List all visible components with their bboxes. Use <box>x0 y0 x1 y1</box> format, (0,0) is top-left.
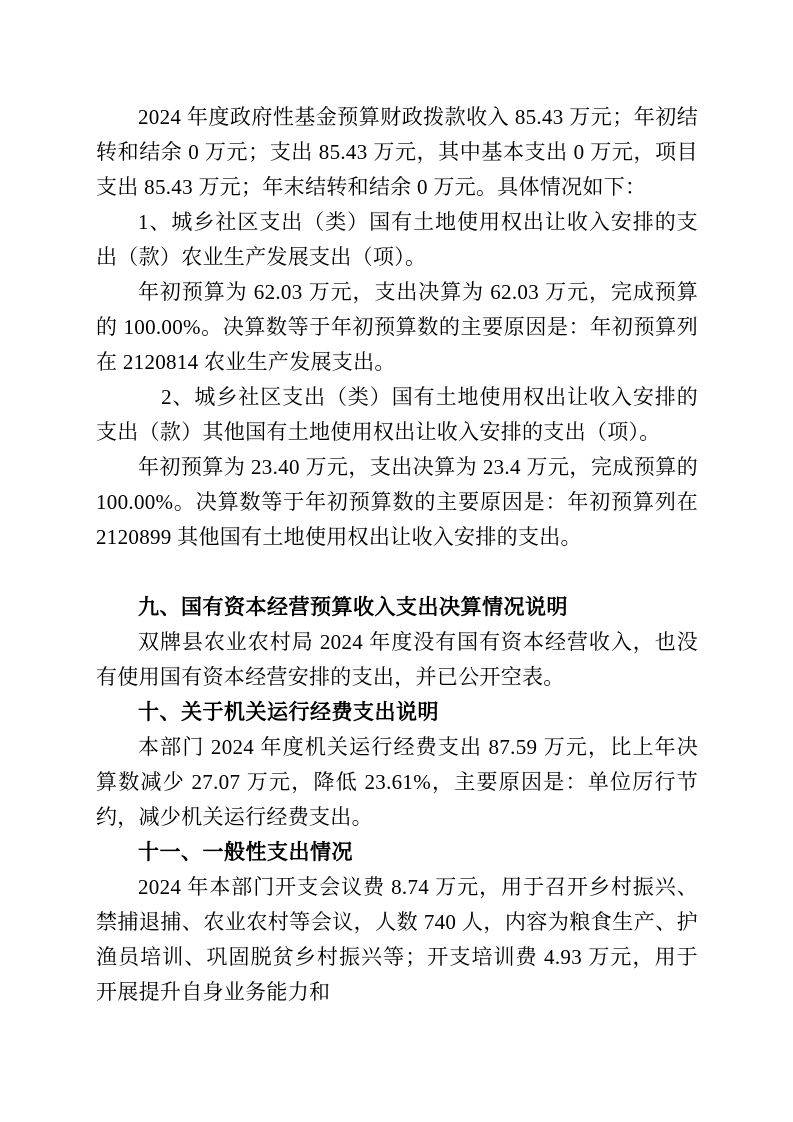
heading-section-nine-soe-capital-budget: 九、国有资本经营预算收入支出决算情况说明 <box>138 596 568 619</box>
paragraph-item-1-category: 1、城乡社区支出（类）国有土地使用权出让收入安排的支出（款）农业生产发展支出（项）。 <box>96 210 698 269</box>
heading-section-ten-agency-operating-expense: 十、关于机关运行经费支出说明 <box>138 701 439 724</box>
document-text-block <box>96 100 698 1010</box>
paragraph-item-1-budget-detail: 年初预算为 62.03 万元，支出决算为 62.03 万元，完成预算的 100.00%。决算数等于年初预算数的主要原因是：年初预算列在 2120814 农业生产发展支出。 <box>96 280 698 374</box>
blank-line-spacer <box>96 555 698 590</box>
paragraph-item-2-budget-detail: 年初预算为 23.40 万元，支出决算为 23.4 万元，完成预算的 100.00%。决算数等于年初预算数的主要原因是：年初预算列在 2120899 其他国有土地使用权出让收入安排的支出。 <box>96 455 698 549</box>
paragraph-soe-capital-statement: 双牌县农业农村局 2024 年度没有国有资本经营收入，也没有使用国有资本经营安排的支出，并已公开空表。 <box>96 630 698 689</box>
heading-section-eleven-general-expenditure: 十一、一般性支出情况 <box>138 841 353 864</box>
paragraph-gov-fund-budget-summary: 2024 年度政府性基金预算财政拨款收入 85.43 万元；年初结转和结余 0 万元；支出 85.43 万元，其中基本支出 0 万元，项目支出 85.43 万元；年末结转和结余 0 万元。具体情况如下： <box>96 105 698 199</box>
paragraph-general-expenditure-detail: 2024 年本部门开支会议费 8.74 万元，用于召开乡村振兴、禁捕退捕、农业农村等会议，人数 740 人，内容为粮食生产、护渔员培训、巩固脱贫乡村振兴等；开支培训费 4.93 万元，用于开展提升自身业务能力和 <box>96 875 698 1004</box>
paragraph-item-2-category: 2、城乡社区支出（类）国有土地使用权出让收入安排的支出（款）其他国有土地使用权出让收入安排的支出（项）。 <box>96 385 698 444</box>
paragraph-agency-operating-expense-detail: 本部门 2024 年度机关运行经费支出 87.59 万元，比上年决算数减少 27.07 万元，降低 23.61%，主要原因是：单位厉行节约，减少机关运行经费支出。 <box>96 735 698 829</box>
